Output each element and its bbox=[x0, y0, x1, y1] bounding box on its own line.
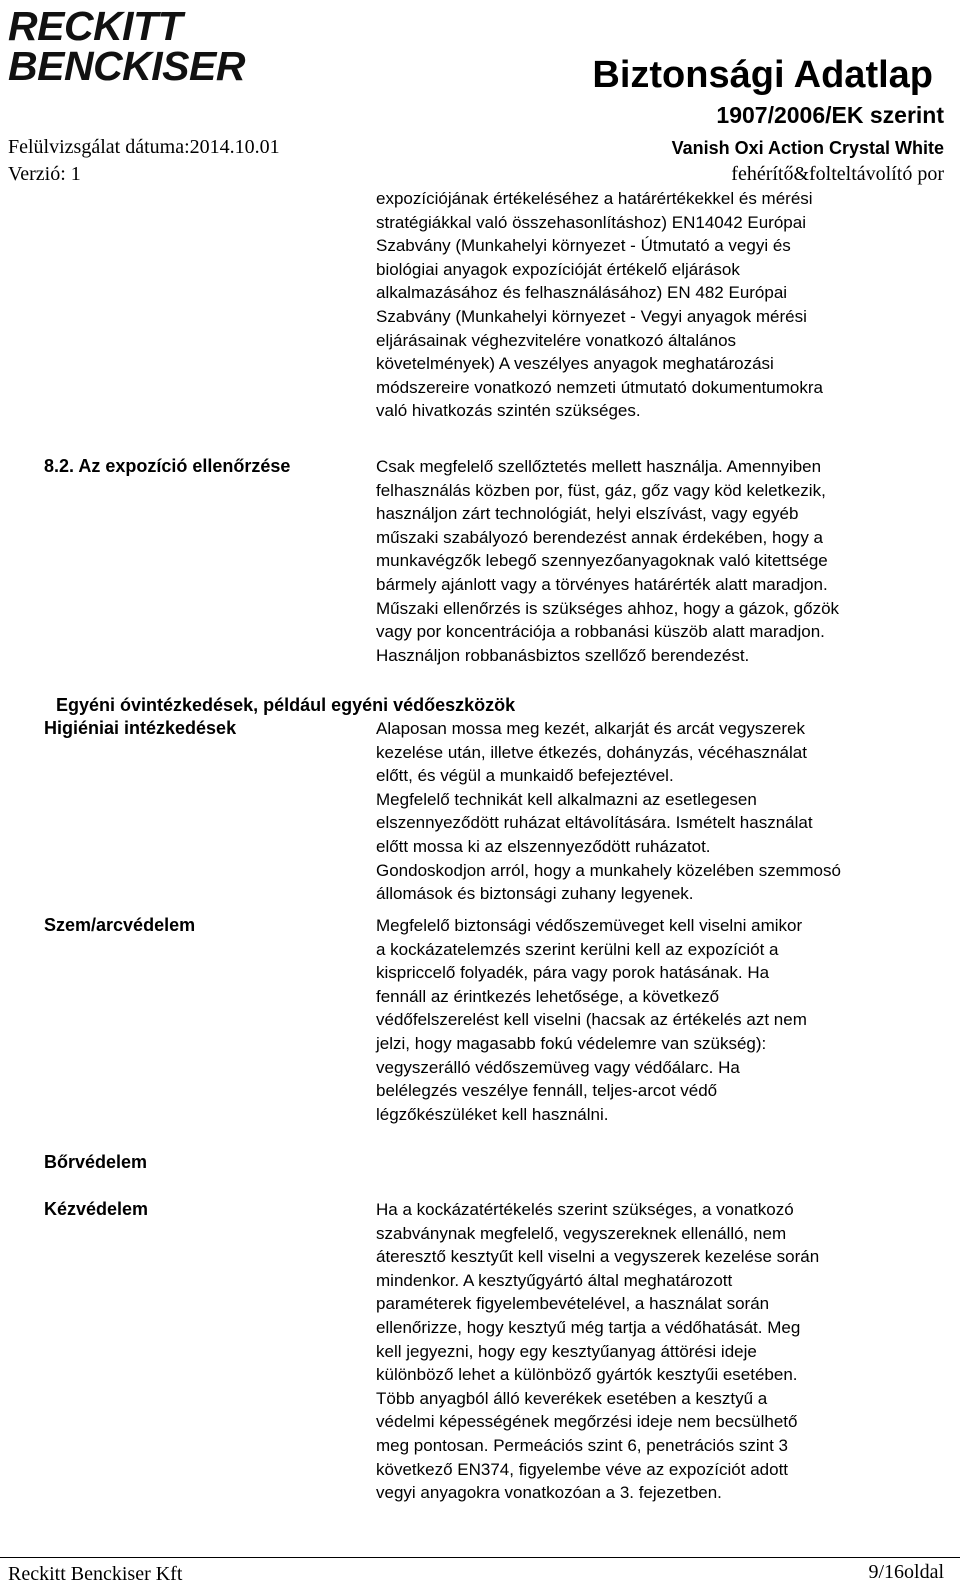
hygiene-text bbox=[376, 717, 951, 906]
text-line: jelzi, hogy magasabb fokú védelemre van szükség): bbox=[376, 1033, 767, 1053]
text-line: ellenőrizze, hogy kesztyű még tartja a védőhatását. Meg bbox=[376, 1317, 801, 1337]
text-line: áteresztő kesztyűt kell viselni a vegyszerek kezelése során bbox=[376, 1247, 820, 1267]
text-line: mindenkor. A kesztyűgyártó által meghatározott bbox=[376, 1270, 733, 1290]
version: Verzió: 1 bbox=[8, 163, 81, 185]
document-title: Biztonsági Adatlap bbox=[592, 54, 933, 96]
skin-label: Bőrvédelem bbox=[44, 1152, 148, 1172]
text-line: kispriccelő folyadék, pára vagy porok hatásának. Ha bbox=[376, 963, 770, 983]
text-line: védőfelszerelést kell viselni (hacsak az értékelés azt nem bbox=[376, 1010, 807, 1030]
text-line: műszaki szabályozó berendezést annak érdekében, hogy a bbox=[376, 527, 824, 547]
regulation-reference: 1907/2006/EK szerint bbox=[716, 102, 944, 128]
text-line: Szabvány (Munkahelyi környezet - Vegyi anyagok mérési bbox=[376, 306, 807, 326]
text-line: következő EN374, figyelembe véve az expozíciót adott bbox=[376, 1459, 789, 1479]
text-line: különböző lehet a különböző gyártók kesztyűi esetében. bbox=[376, 1365, 798, 1385]
text-line: bármely ajánlott vagy a törvényes határérték alatt maradjon. bbox=[376, 574, 828, 594]
text-line: vegyi anyagokra vonatkozóan a 3. fejezetben. bbox=[376, 1483, 722, 1503]
text-line: védelmi képességének megőrzési ideje nem becsülhető bbox=[376, 1412, 798, 1432]
hygiene-label: Higiéniai intézkedések bbox=[44, 718, 237, 738]
text-line: Használjon robbanásbiztos szellőző berendezést. bbox=[376, 645, 750, 665]
logo-line-2: BENCKISER bbox=[8, 43, 245, 89]
text-line: Szabvány (Munkahelyi környezet - Útmutató a vegyi és bbox=[376, 236, 791, 256]
text-line: Több anyagból álló keverékek esetében a kesztyű a bbox=[376, 1388, 768, 1408]
eye-face-label: Szem/arcvédelem bbox=[44, 915, 196, 935]
text-line: Gondoskodjon arról, hogy a munkahely közelében szemmosó bbox=[376, 860, 841, 880]
product-type: fehérítő&folteltávolító por bbox=[731, 163, 944, 185]
text-line: expozíciójának értékeléséhez a határértékekkel és mérési bbox=[376, 189, 813, 208]
text-line: légzőkészüléket kell használni. bbox=[376, 1104, 609, 1124]
text-line: a kockázatelemzés szerint kerülni kell az expozíciót a bbox=[376, 939, 779, 959]
text-line: Ha a kockázatértékelés szerint szükséges, a vonatkozó bbox=[376, 1200, 794, 1219]
text-line: Megfelelő technikát kell alkalmazni az esetlegesen bbox=[376, 789, 757, 809]
text-line: vagy por koncentrációja a robbanási küszöb alatt maradjon. bbox=[376, 622, 825, 642]
page-number: 9/16oldal bbox=[868, 1561, 944, 1583]
ppe-heading: Egyéni óvintézkedések, például egyéni védőeszközök bbox=[56, 695, 516, 715]
text-line: kell jegyezni, hogy egy kesztyűanyag áttörési ideje bbox=[376, 1341, 757, 1361]
text-line: használjon zárt technológiát, helyi elszívást, vagy egyéb bbox=[376, 504, 799, 524]
text-line: szabványnak megfelelő, vegyszereknek ellenálló, nem bbox=[376, 1223, 787, 1243]
text-line: eljárásainak véghezvitelére vonatkozó általános bbox=[376, 330, 737, 350]
section-8-2-label: 8.2. Az expozíció ellenőrzése bbox=[44, 456, 291, 476]
text-line: felhasználás közben por, füst, gáz, gőz vagy köd keletkezik, bbox=[376, 480, 826, 500]
text-line: kezelése után, illetve étkezés, dohányzás, vécéhasználat bbox=[376, 742, 807, 762]
text-line: paraméterek figyelembevételével, a használat során bbox=[376, 1294, 770, 1314]
text-line: munkavégzők lebegő szennyezőanyagoknak való kitettsége bbox=[376, 551, 828, 571]
footer-company: Reckitt Benckiser Kft bbox=[8, 1563, 183, 1585]
text-line: állomások és biztonsági zuhany legyenek. bbox=[376, 884, 694, 904]
text-line: elszennyeződött ruházat eltávolítására. Ismételt használat bbox=[376, 813, 813, 833]
text-line: előtt mossa ki az elszennyeződött ruházatot. bbox=[376, 836, 711, 856]
section-8-2-text bbox=[376, 455, 951, 667]
text-line: Csak megfelelő szellőztetés mellett használja. Amennyiben bbox=[376, 457, 822, 476]
product-name: Vanish Oxi Action Crystal White bbox=[671, 138, 944, 158]
revision-date: Felülvizsgálat dátuma:2014.10.01 bbox=[8, 136, 280, 158]
footer-divider bbox=[0, 1557, 960, 1558]
text-line: fennáll az érintkezés lehetősége, a következő bbox=[376, 986, 720, 1006]
text-line: stratégiákkal való összehasonlításhoz) EN14042 Európai bbox=[376, 212, 806, 232]
hand-text bbox=[376, 1198, 951, 1505]
text-line: előtt, és végül a munkaidő befejeztével. bbox=[376, 766, 674, 786]
hand-label: Kézvédelem bbox=[44, 1199, 149, 1219]
eye-face-text bbox=[376, 914, 951, 1126]
text-line: követelmények) A veszélyes anyagok meghatározási bbox=[376, 354, 774, 374]
company-logo bbox=[8, 3, 248, 89]
text-line: való hivatkozás szintén szükséges. bbox=[376, 401, 641, 421]
text-line: Megfelelő biztonsági védőszemüveget kell viselni amikor bbox=[376, 916, 803, 935]
intro-paragraph bbox=[376, 187, 951, 423]
text-line: biológiai anyagok expozícióját értékelő eljárások bbox=[376, 259, 740, 279]
text-line: belélegzés veszélye fennáll, teljes-arcot védő bbox=[376, 1081, 718, 1101]
text-line: vegyszerálló védőszemüveg vagy védőálarc. Ha bbox=[376, 1057, 740, 1077]
text-line: Műszaki ellenőrzés is szükséges ahhoz, hogy a gázok, gőzök bbox=[376, 598, 840, 618]
text-line: alkalmazásához és felhasználásához) EN 482 Európai bbox=[376, 283, 788, 303]
text-line: módszereire vonatkozó nemzeti útmutató dokumentumokra bbox=[376, 377, 823, 397]
text-line: Alaposan mossa meg kezét, alkarját és arcát vegyszerek bbox=[376, 719, 805, 738]
logo-line-1: RECKITT bbox=[8, 3, 183, 49]
text-line: meg pontosan. Permeációs szint 6, penetrációs szint 3 bbox=[376, 1435, 788, 1455]
